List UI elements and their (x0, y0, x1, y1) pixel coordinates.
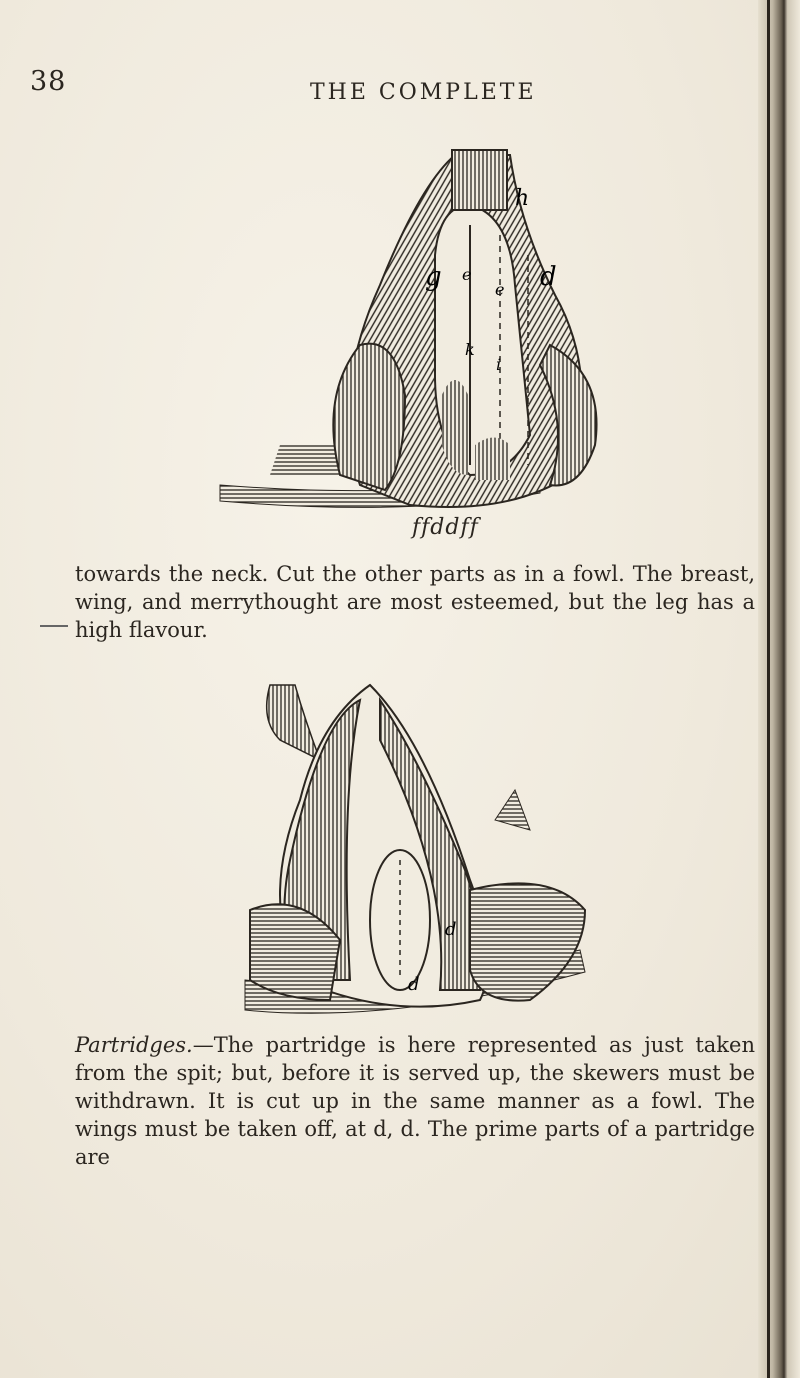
partridge-figure (240, 680, 600, 1025)
svg-text:i: i (496, 355, 502, 374)
paragraph-top-text: towards the neck. Cut the other parts as in a fowl. The breast, wing, and merrythought are most esteemed, but the leg has a high flavour. (75, 562, 755, 642)
book-gutter (758, 0, 800, 1378)
gutter-edge (767, 0, 770, 1378)
section-title-partridges: Partridges. (75, 1033, 193, 1057)
paragraph-partridges-body (75, 1031, 755, 1171)
svg-text:d: d (408, 974, 420, 995)
svg-text:e: e (495, 280, 505, 299)
paragraph-top (75, 560, 755, 644)
svg-text:d: d (540, 262, 557, 292)
carving-figure-top (210, 145, 630, 545)
figure-top-label: ffddff (412, 515, 479, 540)
svg-text:k: k (465, 340, 475, 359)
svg-text:h: h (515, 186, 530, 211)
title-dash: — (192, 1033, 214, 1057)
paragraph-partridges (75, 1031, 755, 1171)
svg-text:e: e (462, 265, 472, 284)
margin-mark (40, 625, 68, 627)
running-head: THE COMPLETE (310, 80, 537, 105)
page-number: 38 (30, 66, 67, 97)
svg-text:g: g (425, 262, 442, 292)
paragraph-partridges-text: The partridge is here represented as just taken from the spit; but, before it is served up, the skewers must be withdrawn. It is cut up in the same manner as a fowl. The wings must be taken off, at d, d. The prime parts of a partridge are (75, 1033, 755, 1169)
svg-text:d: d (445, 919, 457, 940)
